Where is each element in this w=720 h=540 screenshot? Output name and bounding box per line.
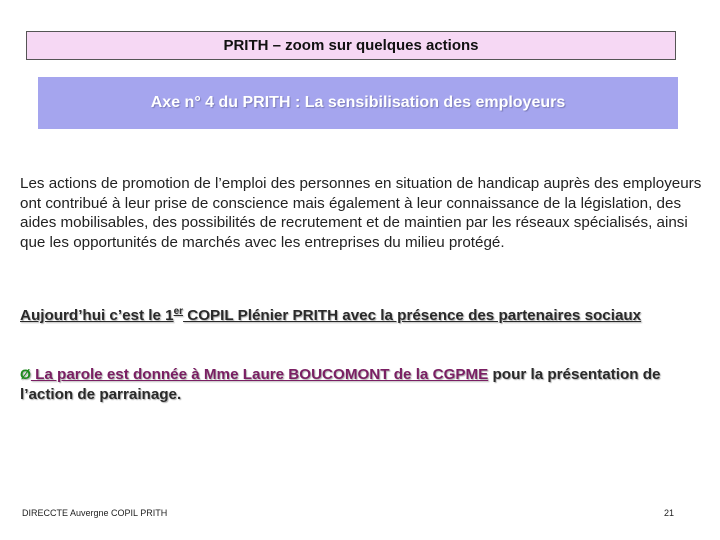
axe-heading: Axe n° 4 du PRITH : La sensibilisation des employeurs [150, 94, 566, 111]
footer-label: DIRECCTE Auvergne COPIL PRITH [22, 508, 168, 518]
highlight-paragraph [20, 306, 702, 325]
axe-banner [38, 77, 678, 129]
page-number: 21 [663, 508, 674, 518]
highlight-part-2: COPIL Plénier PRITH avec la présence des partenaires sociaux [183, 307, 642, 324]
highlight-part-1: Aujourd’hui c’est le 1 [20, 307, 174, 324]
slide-title: PRITH – zoom sur quelques actions [223, 37, 479, 54]
speaker-text: La parole est donnée à Mme Laure BOUCOMONT de la CGPME [30, 366, 489, 383]
speaker-text-rest: pour la présentation de l’action de parrainage. [20, 366, 661, 403]
slide-title-box [26, 31, 676, 60]
intro-paragraph: Les actions de promotion de l’emploi des personnes en situation de handicap auprès des employeurs ont contribué à leur prise de conscience mais également à leur connaissance de la législation, des aides mobilisables, des possibilités de recrutement et de maintien par les réseaux spécialisés, ainsi que les opportunités de marchés avec les entreprises du milieu protégé. [20, 175, 702, 251]
bullet-arrow-icon: Ø [20, 366, 31, 382]
speaker-bullet [20, 364, 702, 405]
highlight-sup: er [173, 305, 184, 317]
